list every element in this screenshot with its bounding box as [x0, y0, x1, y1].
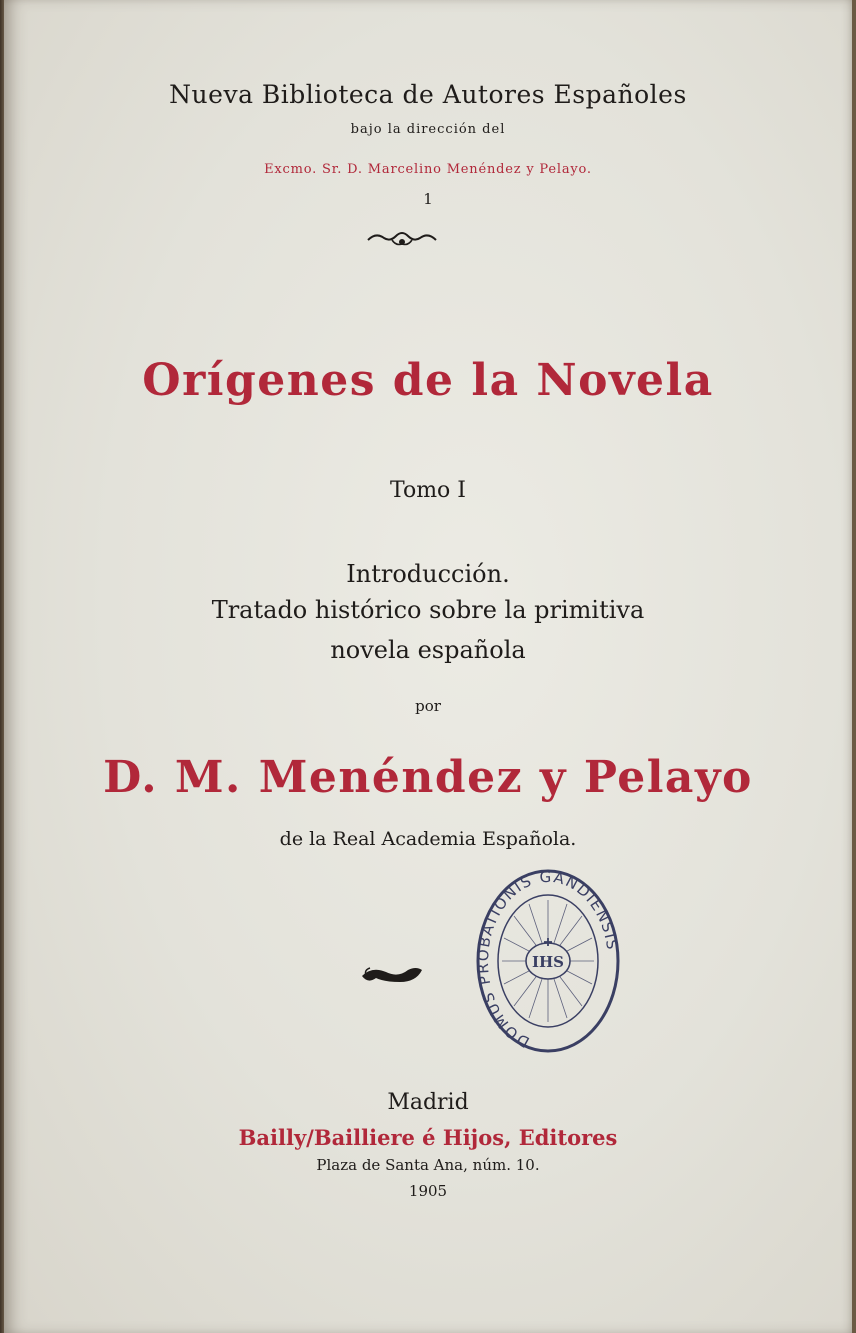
subtitle-line-3: novela española	[330, 636, 526, 664]
author-affiliation: de la Real Academia Española.	[279, 828, 577, 850]
stamp-ring-text: DOMUS PROBATIONIS GANDIENSIS	[474, 867, 622, 1052]
imprint-city: Madrid	[387, 1090, 469, 1115]
subtitle-line-2: Tratado histórico sobre la primitiva	[211, 596, 645, 624]
series-direction: bajo la dirección del	[350, 122, 506, 137]
imprint-year: 1905	[408, 1182, 448, 1200]
stamp-center-text: IHS	[531, 953, 565, 971]
volume-number: 1	[423, 190, 433, 208]
book-title: Orígenes de la Novela	[142, 355, 714, 406]
author-name: D. M. Menéndez y Pelayo	[103, 752, 753, 803]
leaf-ornament-icon	[358, 960, 424, 990]
series-title: Nueva Biblioteca de Autores Españoles	[169, 80, 687, 109]
library-stamp	[474, 866, 622, 1056]
flourish-ornament-icon	[366, 226, 438, 250]
by-label: por	[415, 697, 441, 715]
series-editor: Excmo. Sr. D. Marcelino Menéndez y Pelayo.	[264, 162, 592, 177]
sunburst-ihs-icon	[502, 900, 594, 1022]
subtitle-line-1: Introducción.	[346, 560, 510, 588]
imprint-address: Plaza de Santa Ana, núm. 10.	[316, 1156, 540, 1174]
imprint-publisher: Bailly/Bailliere é Hijos, Editores	[238, 1125, 618, 1150]
volume-label: Tomo I	[389, 478, 466, 503]
